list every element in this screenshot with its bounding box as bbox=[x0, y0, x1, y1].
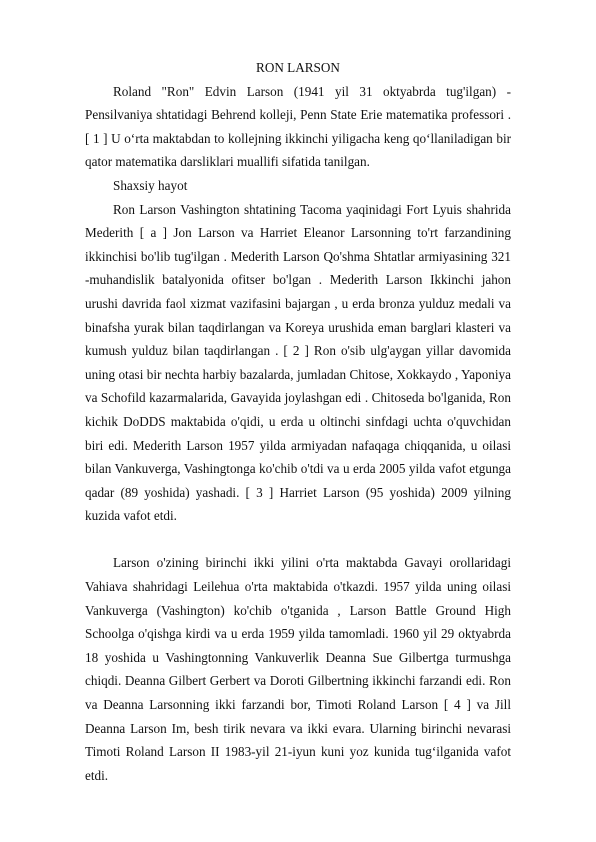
document-title: RON LARSON bbox=[256, 60, 340, 75]
paragraph-spacer bbox=[85, 528, 511, 552]
family-paragraph: Ron Larson Vashington shtatining Tacoma yaqinidagi Fort Lyuis shahrida Mederith [ a ] Jon Larson va Harriet Eleanor Larsonning to'rt farzandining ikkinchisi bo'lib tug'ilgan . Mederith Larson Qo'shma Shtatlar armiyasining 321 -muhandislik batalyonida ofitser bo'lgan . Mederith Larson Ikkinchi jahon urushi davrida faol xizmat vazifasini bajargan , u erda bronza yulduz medali va binafsha yurak bilan taqdirlangan va Koreya urushida eman barglari klasteri va kumush yulduz bilan taqdirlangan . [ 2 ] Ron o'sib ulg'aygan yillar davomida uning otasi bir nechta harbiy bazalarda, jumladan Chitose, Xokkaydo , Yaponiya va Schofild kazarmalarida, Gavayida joylashgan edi . Chitoseda bo'lganida, Ron kichik DoDDS maktabida o'qidi, u erda u oltinchi sinfdagi uchta o'quvchidan biri edi. Mederith Larson 1957 yilda armiyadan nafaqaga chiqqanida, u oilasi bilan Vankuverga, Vashingtonga ko'chib o'tdi va u erda 2005 yilda vafot etgunga qadar (89 yoshida) yashadi. [ 3 ] Harriet Larson (95 yoshida) 2009 yilning kuzida vafot etdi. bbox=[85, 201, 511, 524]
section-heading-personal-life: Shaxsiy hayot bbox=[113, 177, 188, 193]
education-marriage-paragraph: Larson o'zining birinchi ikki yilini o'rta maktabda Gavayi orollaridagi Vahiava shahridagi Leilehua o'rta maktabida o'tkazdi. 1957 yilda uning oilasi Vankuverga (Vashington) ko'chib o'tganida , Larson Battle Ground High Schoolga o'qishga kirdi va u erda 1959 yilda tamomladi. 1960 yil 29 oktyabrda 18 yoshida u Vashingtonning Vankuverlik Deanna Sue Gilbertga turmushga chiqdi. Deanna Gilbert Gerbert va Doroti Gilbertning ikkinchi farzandi edi. Ron va Deanna Larsonning ikki farzandi bor, Timoti Roland Larson [ 4 ] va Jill Deanna Larson Im, besh tirik nevara va ikki evara. Ularning birinchi nevarasi Timoti Roland Larson II 1983-yil 21-iyun kuni yoz kunida tug‘ilganida vafot etdi. bbox=[85, 555, 511, 783]
intro-paragraph: Roland "Ron" Edvin Larson (1941 yil 31 oktyabrda tug'ilgan) - Pensilvaniya shtatidagi Behrend kolleji, Penn State Erie matematika professori . [ 1 ] U o‘rta maktabdan to kollejning ikkinchi yiligacha keng qo‘llaniladigan bir qator matematika darsliklari muallifi sifatida tanilgan. bbox=[85, 83, 511, 170]
